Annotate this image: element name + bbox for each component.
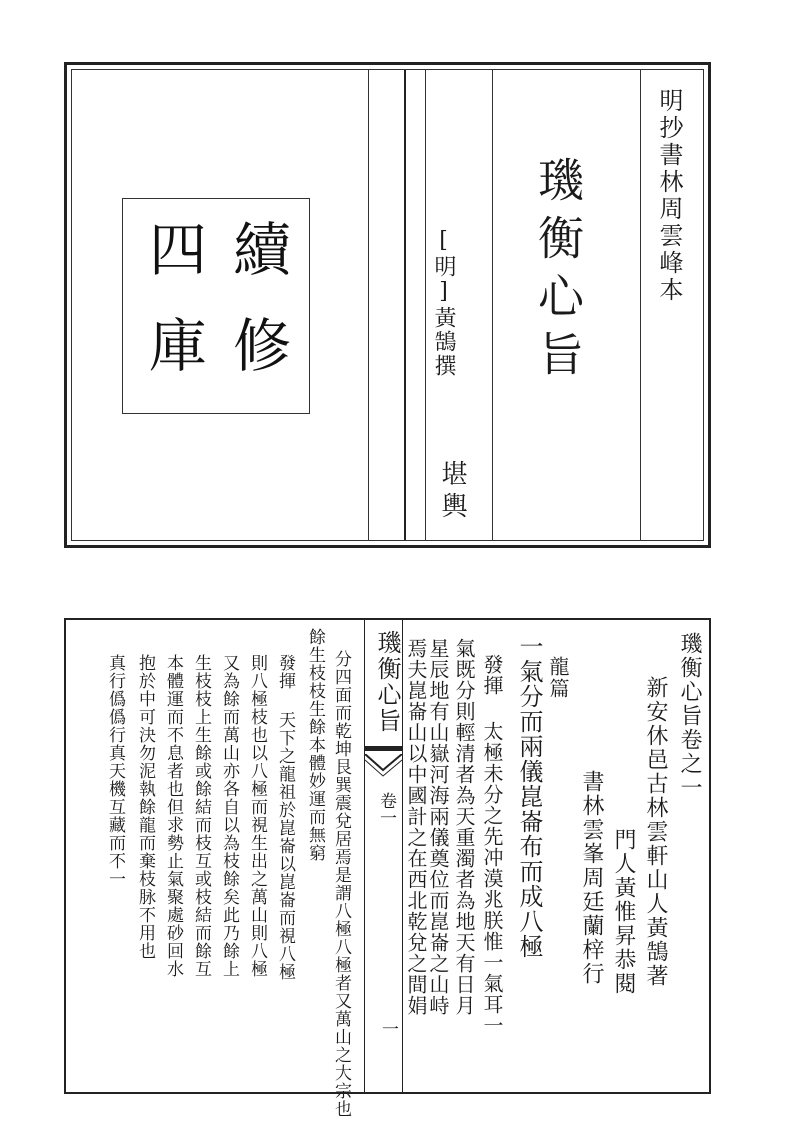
divider-line [640,70,641,540]
divider-line [368,70,369,540]
text-column: 本體運而不息者也但求勢止氣聚處砂回水 [163,654,183,978]
book-title: 璣衡心旨 [531,156,585,388]
text-column: 則八極枝也以八極而視生出之萬山則八極 [247,654,267,978]
text-column: 又為餘而萬山亦各自以為枝餘矣此乃餘上 [219,654,239,978]
text-column: 發揮 天下之龍祖於崑崙以崑崙而視八極 [275,654,295,981]
text-column: 分四面而乾坤艮巽震兌居焉是謂八極八極者又萬山之大宗也 [331,650,351,1118]
text-column: 抱於中可決勿泥執餘龍而棄枝脉不用也 [135,654,155,960]
seal-char: 修 [233,312,292,380]
text-column: 餘生枝枝生餘本體妙運而無窮 [305,628,325,862]
text-page [64,618,711,1118]
seal-char: 四 [149,216,208,284]
spine-volume: 卷一 [376,792,396,826]
text-column: 氣既分則輕清者為天重濁者為地天有日月 [452,638,476,1016]
divider-line [404,70,406,540]
edition-label: 明抄書林周雲峰本 [655,88,683,304]
section-heading: 龍篇 [546,656,570,700]
divider-line [425,70,426,540]
author-line: 門人黃惟昇恭閱 [611,828,636,996]
category-label: 堪輿 [437,460,467,524]
text-column: 生枝枝上生餘或餘結而枝互或枝結而餘互 [191,654,211,978]
spine-bar [364,746,402,751]
spine-page-number: 一 [378,1020,398,1037]
text-column: 星辰地有山嶽河海兩儀奠位而崑崙之山峙 [426,638,450,1016]
title-page-inner-frame [71,69,704,541]
title-page [64,62,711,548]
spine-title: 璣衡心旨 [373,630,401,734]
seal-stamp [122,198,310,414]
author-line: 新安休邑古林雲軒山人黃鵠著 [643,676,668,988]
text-column: 真行僞僞行真天機互藏而不一 [105,654,125,888]
text-column: 一氣分而兩儀崑崙布而成八極 [515,634,543,959]
seal-char: 續 [233,216,292,284]
author-label: [明]黃鵠撰 [431,228,456,378]
author-line: 書林雲峯周廷蘭梓行 [579,770,604,986]
text-column: 發揮 太極未分之先冲漠兆朕惟一氣耳一 [480,654,504,1036]
text-column: 焉夫崑崙山以中國計之在西北乾兌之間娟 [404,638,428,1016]
divider-line [492,70,493,540]
seal-char: 庫 [149,312,208,380]
fishtail-ornament [365,754,402,778]
spine-line-left [364,620,365,1092]
chapter-header: 璣衡心旨卷之一 [677,632,702,800]
